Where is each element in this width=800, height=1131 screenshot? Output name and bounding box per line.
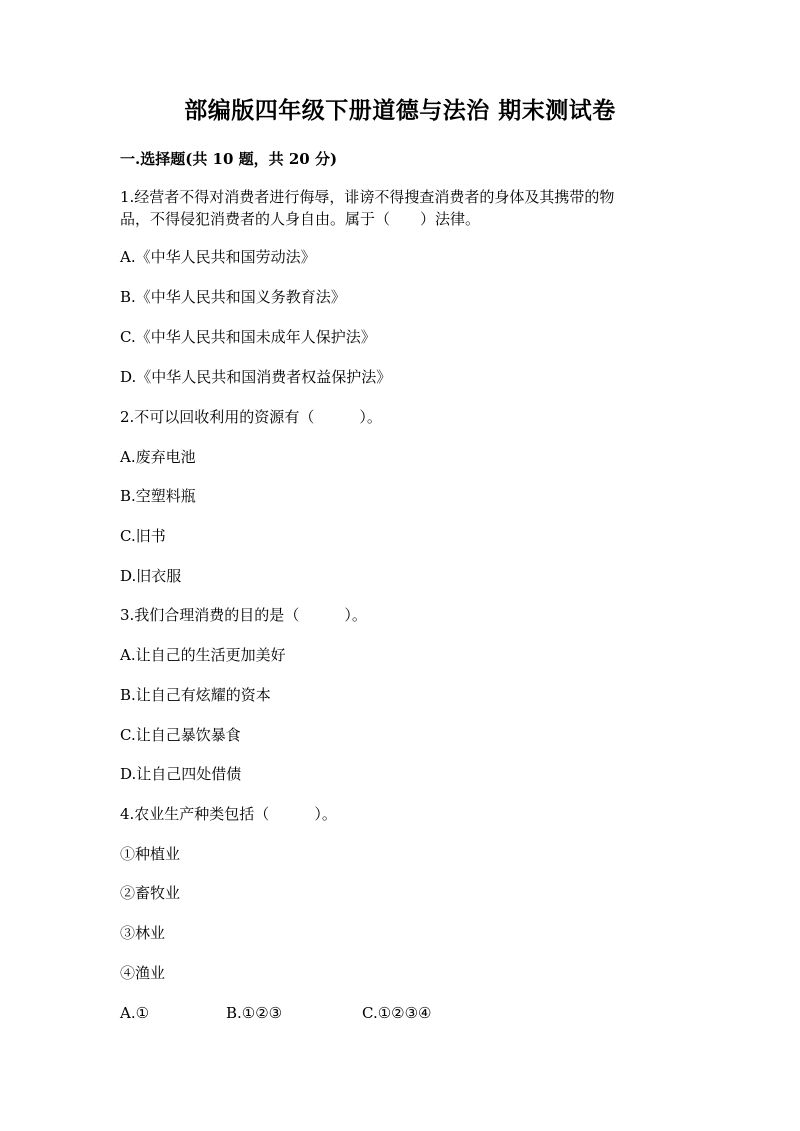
q1-option-c: C.《中华人民共和国未成年人保护法》 xyxy=(120,328,376,346)
q1-stem-line1: 1.经营者不得对消费者进行侮辱，诽谤不得搜查消费者的身体及其携带的物 xyxy=(120,188,615,206)
q2-option-d: D.旧衣服 xyxy=(120,567,182,585)
q3-option-a: A.让自己的生活更加美好 xyxy=(120,646,286,664)
section-heading: 一.选择题(共 10 题，共 20 分) xyxy=(120,150,338,168)
q1-option-d: D.《中华人民共和国消费者权益保护法》 xyxy=(120,368,392,386)
exam-title: 部编版四年级下册道德与法治 期末测试卷 xyxy=(184,97,616,124)
q2-option-c: C.旧书 xyxy=(120,527,166,545)
q4-option-c: C.①②③④ xyxy=(362,1004,432,1022)
q4-options-row xyxy=(120,1002,680,1024)
q4-option-a: A.① xyxy=(120,1004,150,1022)
q4-option-b: B.①②③ xyxy=(226,1004,283,1022)
q4-item-4: ④渔业 xyxy=(120,964,166,982)
q2-option-a: A.废弃电池 xyxy=(120,448,196,466)
q4-item-2: ②畜牧业 xyxy=(120,884,181,902)
q1-stem-line2: 品，不得侵犯消费者的人身自由。属于（ ）法律。 xyxy=(120,210,481,228)
q3-option-b: B.让自己有炫耀的资本 xyxy=(120,686,271,704)
q4-stem: 4.农业生产种类包括（ ）。 xyxy=(120,805,337,823)
q1-option-b: B.《中华人民共和国义务教育法》 xyxy=(120,288,346,306)
q2-option-b: B.空塑料瓶 xyxy=(120,487,196,505)
q4-item-1: ①种植业 xyxy=(120,845,181,863)
q3-option-c: C.让自己暴饮暴食 xyxy=(120,726,241,744)
q1-option-a: A.《中华人民共和国劳动法》 xyxy=(120,248,316,266)
q4-item-3: ③林业 xyxy=(120,924,166,942)
q3-stem: 3.我们合理消费的目的是（ ）。 xyxy=(120,606,367,624)
q3-option-d: D.让自己四处借债 xyxy=(120,765,242,783)
q2-stem: 2.不可以回收利用的资源有（ ）。 xyxy=(120,408,382,426)
